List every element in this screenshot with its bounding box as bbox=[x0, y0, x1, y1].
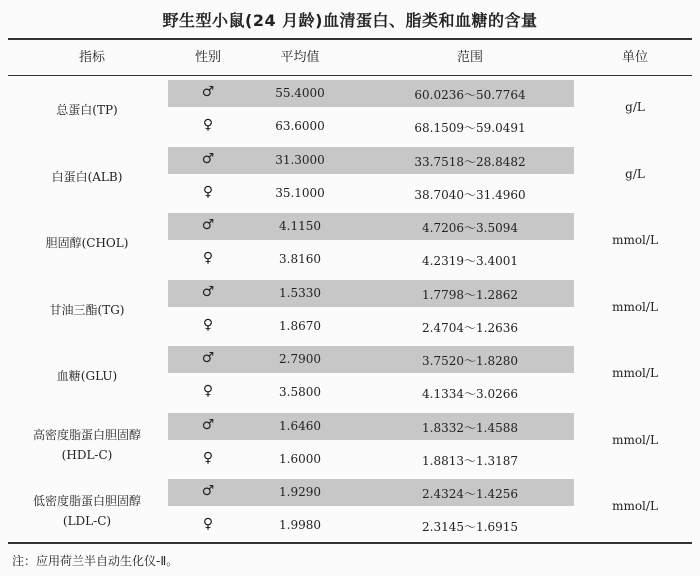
indicator-name: 白蛋白(ALB) bbox=[51, 169, 123, 184]
male-sex-symbol: ♂ bbox=[201, 84, 215, 100]
female-range-value: 2.3145～1.6915 bbox=[422, 520, 518, 534]
male-sex-symbol: ♂ bbox=[201, 416, 215, 433]
female-mean-value: 35.1000 bbox=[275, 185, 325, 200]
male-range-value: 1.7798～1.2862 bbox=[422, 287, 518, 302]
unit-value: mmol/L bbox=[612, 233, 658, 247]
female-mean-value: 1.9980 bbox=[279, 518, 321, 532]
header-indicator: 指标 bbox=[78, 50, 105, 65]
male-mean-value: 31.3000 bbox=[275, 152, 325, 167]
indicator-name-line2: (HDL-C) bbox=[61, 447, 113, 462]
female-sex-symbol: ♀ bbox=[202, 250, 214, 266]
female-sex-symbol: ♀ bbox=[202, 449, 214, 466]
unit-value: g/L bbox=[625, 100, 645, 114]
female-range-value: 68.1509～59.0491 bbox=[414, 121, 526, 135]
header-unit: 单位 bbox=[621, 50, 648, 65]
male-sex-symbol: ♂ bbox=[201, 283, 215, 300]
table-title: 野生型小鼠(24 月龄)血清蛋白、脂类和血糖的含量 bbox=[162, 11, 538, 30]
indicator-name: 甘油三酯(TG) bbox=[49, 302, 125, 317]
table-note: 注：应用荷兰半自动生化仪-Ⅱ。 bbox=[12, 554, 179, 568]
header-sex: 性别 bbox=[194, 50, 221, 65]
male-sex-symbol: ♂ bbox=[201, 217, 215, 233]
header-mean: 平均值 bbox=[280, 50, 320, 65]
male-range-value: 4.7206～3.5094 bbox=[422, 221, 518, 235]
indicator-name: 血糖(GLU) bbox=[56, 369, 118, 383]
female-sex-symbol: ♀ bbox=[202, 383, 214, 399]
male-mean-value: 55.4000 bbox=[275, 86, 325, 100]
female-mean-value: 1.8670 bbox=[279, 318, 321, 333]
female-range-value: 2.4704～1.2636 bbox=[422, 320, 518, 335]
male-range-value: 60.0236～50.7764 bbox=[414, 88, 526, 102]
male-range-value: 2.4324～1.4256 bbox=[422, 487, 518, 501]
indicator-name: 胆固醇(CHOL) bbox=[45, 236, 129, 250]
male-mean-value: 4.1150 bbox=[279, 219, 321, 233]
female-range-value: 4.2319～3.4001 bbox=[422, 254, 518, 268]
unit-value: mmol/L bbox=[612, 499, 658, 513]
indicator-name bbox=[12, 425, 162, 465]
female-sex-symbol: ♀ bbox=[202, 183, 214, 200]
female-mean-value: 3.8160 bbox=[279, 252, 321, 266]
male-sex-symbol: ♂ bbox=[201, 150, 215, 167]
female-mean-value: 1.6000 bbox=[279, 451, 321, 466]
male-mean-value: 2.7900 bbox=[279, 352, 321, 366]
female-sex-symbol: ♀ bbox=[202, 316, 214, 333]
female-sex-symbol: ♀ bbox=[202, 516, 214, 532]
header-rule bbox=[8, 75, 692, 76]
indicator-name: 总蛋白(TP) bbox=[56, 103, 118, 117]
indicator-name-line1: 低密度脂蛋白胆固醇 bbox=[32, 494, 141, 508]
indicator-name-line1: 高密度脂蛋白胆固醇 bbox=[32, 427, 141, 442]
female-range-value: 1.8813～1.3187 bbox=[422, 453, 518, 468]
top-rule bbox=[8, 38, 692, 40]
female-mean-value: 3.5800 bbox=[279, 385, 321, 399]
male-sex-symbol: ♂ bbox=[201, 350, 215, 366]
female-range-value: 4.1334～3.0266 bbox=[422, 387, 518, 401]
male-mean-value: 1.5330 bbox=[279, 285, 321, 300]
male-mean-value: 1.6460 bbox=[279, 418, 321, 433]
male-range-value: 1.8332～1.4588 bbox=[422, 420, 518, 435]
indicator-name bbox=[12, 491, 162, 531]
male-sex-symbol: ♂ bbox=[201, 483, 215, 499]
unit-value: mmol/L bbox=[612, 299, 658, 314]
unit-value: mmol/L bbox=[612, 366, 658, 380]
indicator-name-line2: (LDL-C) bbox=[62, 514, 112, 528]
male-range-value: 3.7520～1.8280 bbox=[422, 354, 518, 368]
female-range-value: 38.7040～31.4960 bbox=[414, 187, 526, 202]
unit-value: g/L bbox=[625, 166, 645, 181]
female-sex-symbol: ♀ bbox=[202, 117, 214, 133]
unit-value: mmol/L bbox=[612, 432, 658, 447]
header-range: 范围 bbox=[456, 50, 483, 65]
male-range-value: 33.7518～28.8482 bbox=[414, 154, 526, 169]
male-mean-value: 1.9290 bbox=[279, 485, 321, 499]
bottom-rule bbox=[8, 542, 692, 544]
female-mean-value: 63.6000 bbox=[275, 119, 325, 133]
